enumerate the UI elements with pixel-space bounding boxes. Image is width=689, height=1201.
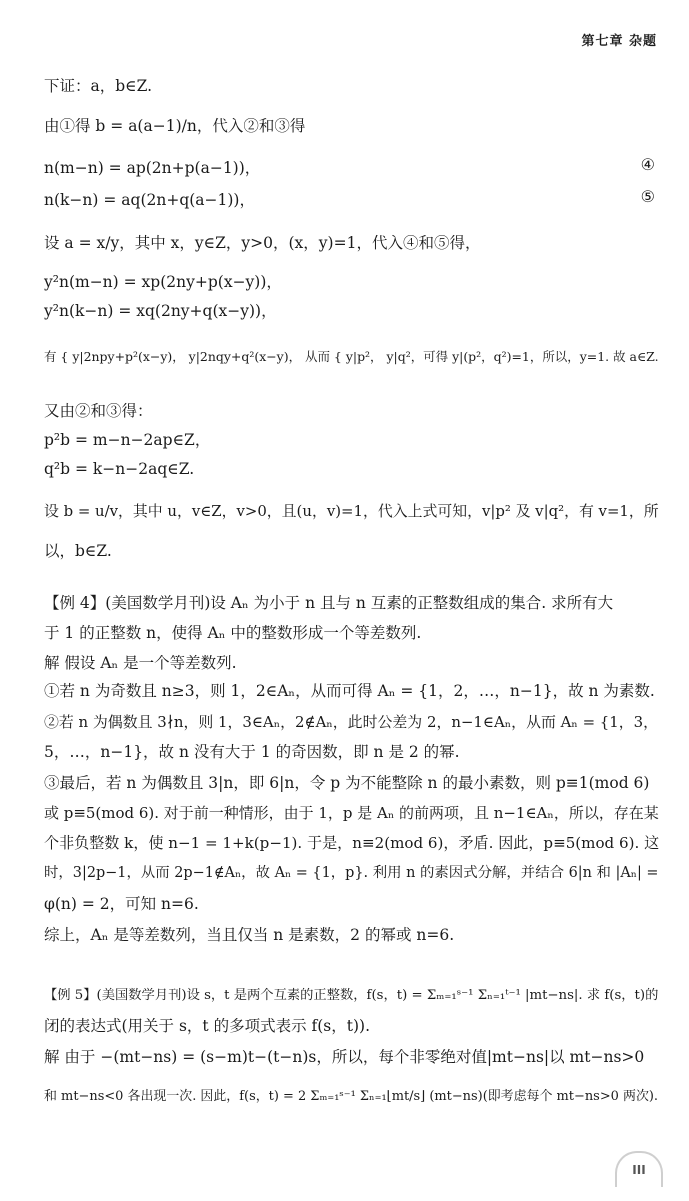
text-line: 5，…，n−1}，故 n 没有大于 1 的奇因数，即 n 是 2 的幂.	[44, 743, 460, 761]
text-line: 解 假设 Aₙ 是一个等差数列.	[44, 654, 237, 672]
text-line: 综上，Aₙ 是等差数列，当且仅当 n 是素数，2 的幂或 n=6.	[44, 926, 455, 944]
text-line: 下证：a，b∈Z.	[44, 77, 153, 95]
text-line: 【例 5】(美国数学月刊)设 s，t 是两个互素的正整数，f(s，t) = Σₘ₌₁ˢ⁻¹ Σₙ₌₁ᵗ⁻¹ |mt−ns|. 求 f(s，t)的	[44, 988, 659, 1003]
text-line: 或 p≡5(mod 6). 对于前一种情形，由于 1，p 是 Aₙ 的前两项，且 n−1∈Aₙ，所以，存在某	[44, 804, 659, 822]
page-number: III	[615, 1151, 663, 1187]
text-line: ②若 n 为偶数且 3∤n，则 1，3∈Aₙ，2∉Aₙ，此时公差为 2，n−1∈Aₙ，从而 Aₙ = {1，3，	[44, 713, 659, 731]
text-line: 个非负整数 k，使 n−1 = 1+k(p−1). 于是，n≡2(mod 6)，矛盾. 因此，p≡5(mod 6). 这	[44, 834, 660, 852]
text-line: 时，3|2p−1，从而 2p−1∉Aₙ，故 Aₙ = {1，p}. 利用 n 的素因式分解，并结合 6|n 和 |Aₙ| =	[44, 865, 659, 881]
text-line: 【例 4】(美国数学月刊)设 Aₙ 为小于 n 且与 n 互素的正整数组成的集合. 求所有大	[44, 594, 614, 612]
chapter-header: 第七章 杂题	[581, 34, 657, 49]
text-line: 于 1 的正整数 n，使得 Aₙ 中的整数形成一个等差数列.	[44, 624, 422, 642]
text-line: 设 b = u/v，其中 u，v∈Z，v>0，且(u，v)=1，代入上式可知，v|p² 及 v|q²，有 v=1，所	[44, 502, 659, 520]
equation-label: ⑤	[640, 187, 655, 206]
text-line: 解 由于 −(mt−ns) = (s−m)t−(t−n)s，所以，每个非零绝对值|mt−ns|以 mt−ns>0	[44, 1048, 645, 1066]
text-line: 又由②和③得：	[44, 402, 153, 420]
text-line: 有 { y|2npy+p²(x−y)， y|2nqy+q²(x−y)， 从而 { y|p²， y|q²，可得 y|(p²，q²)=1，所以，y=1. 故 a∈Z.	[44, 349, 659, 364]
text-line: n(k−n) = aq(2n+q(a−1))，	[44, 191, 255, 209]
text-line: ③最后，若 n 为偶数且 3|n，即 6|n，令 p 为不能整除 n 的最小素数，则 p≡1(mod 6)	[44, 774, 650, 792]
text-line: q²b = k−n−2aq∈Z.	[44, 460, 195, 478]
text-line: 闭的表达式(用关于 s，t 的多项式表示 f(s，t)).	[44, 1017, 371, 1035]
text-line: y²n(k−n) = xq(2ny+q(x−y))，	[44, 302, 277, 320]
text-line: 由①得 b = a(a−1)/n，代入②和③得	[44, 117, 306, 135]
text-line: 和 mt−ns<0 各出现一次. 因此，f(s，t) = 2 Σₘ₌₁ˢ⁻¹ Σₙ₌₁⌊mt/s⌋ (mt−ns)(即考虑每个 mt−ns>0 两次).	[44, 1089, 659, 1104]
text-line: n(m−n) = ap(2n+p(a−1))，	[44, 159, 261, 177]
text-line: ①若 n 为奇数且 n≥3，则 1，2∈Aₙ，从而可得 Aₙ = {1，2，…，n−1}，故 n 为素数.	[44, 682, 655, 700]
text-line: φ(n) = 2，可知 n=6.	[44, 895, 199, 913]
text-line: 设 a = x/y，其中 x，y∈Z，y>0，(x，y)=1，代入④和⑤得，	[44, 234, 481, 252]
text-line: y²n(m−n) = xp(2ny+p(x−y))，	[44, 273, 282, 291]
equation-label: ④	[640, 155, 655, 174]
text-line: p²b = m−n−2ap∈Z，	[44, 431, 211, 449]
text-line: 以，b∈Z.	[44, 542, 112, 560]
